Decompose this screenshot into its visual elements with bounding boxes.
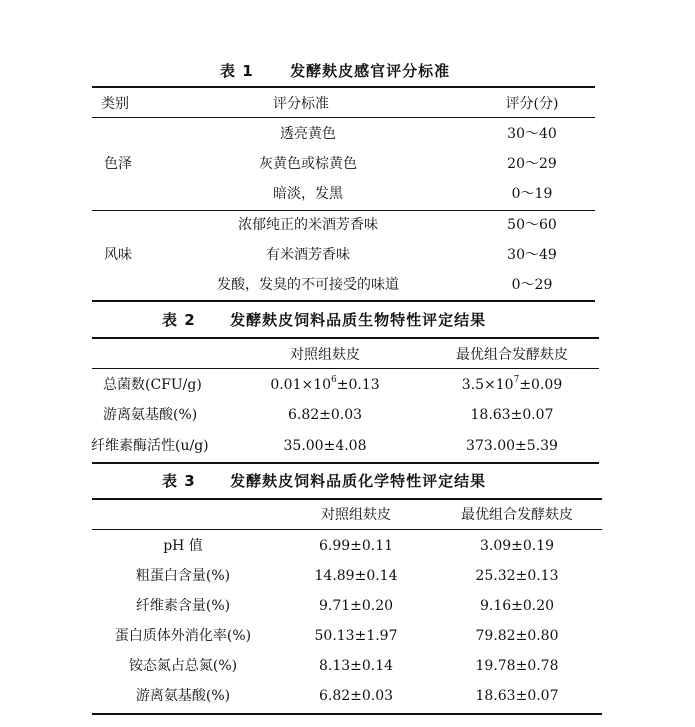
table2-header-control: 对照组麸皮 — [290, 347, 360, 363]
table3-bottom-rule — [92, 713, 602, 715]
table2-row-label: 游离氨基酸(%) — [103, 407, 198, 423]
table2-control-value: 6.82±0.03 — [287, 407, 363, 423]
table1-header-criterion: 评分标准 — [273, 96, 329, 112]
table3-header-control: 对照组麸皮 — [321, 507, 391, 523]
table3-control-value: 9.71±0.20 — [318, 598, 394, 614]
table1-caption — [220, 60, 450, 81]
table3-control-value: 14.89±0.14 — [314, 568, 398, 584]
table3-caption — [162, 470, 486, 491]
table3-optimal-value: 79.82±0.80 — [475, 628, 559, 644]
table1-bottom-rule — [92, 300, 595, 302]
table2-optimal-value: 18.63±0.07 — [470, 407, 554, 423]
table1-criterion: 透亮黄色 — [280, 126, 336, 142]
table3-row-label: 游离氨基酸(%) — [135, 688, 231, 704]
table2-optimal-value: 373.00±5.39 — [466, 438, 558, 454]
table2-top-rule — [92, 337, 599, 339]
table2-control-value: $0.01\times 10^6\pm 0.13$ — [270, 375, 380, 393]
table2-header-optimal: 最优组合发酵麸皮 — [456, 347, 568, 363]
table1-header-rule — [92, 117, 595, 118]
table1-criterion: 浓郁纯正的米酒芳香味 — [238, 217, 378, 233]
table2-caption-number: 表 2 — [162, 311, 196, 329]
table2-control-value: 35.00±4.08 — [283, 438, 367, 454]
table2-optimal-value: $3.5\times 10^7\pm 0.09$ — [461, 375, 563, 393]
table2-bottom-rule — [92, 462, 599, 464]
table2-row-label: 总菌数(CFU/g) — [103, 377, 202, 393]
table3-caption-title: 发酵麸皮饲料品质化学特性评定结果 — [230, 472, 487, 490]
table1-criterion: 暗淡，发黑 — [273, 186, 343, 202]
table3-optimal-value: 9.16±0.20 — [479, 598, 555, 614]
table1-top-rule — [92, 86, 595, 88]
table1-category-color: 色泽 — [104, 156, 132, 172]
table3-control-value: 6.82±0.03 — [318, 688, 394, 704]
table1-caption-number: 表 1 — [220, 62, 254, 80]
table1-score: 30～49 — [507, 247, 557, 263]
table1-caption-title: 发酵麸皮感官评分标准 — [290, 62, 451, 80]
table3-control-value: 8.13±0.14 — [318, 658, 394, 674]
table1-header-score: 评分(分) — [505, 96, 559, 112]
table3-optimal-value: 19.78±0.78 — [475, 658, 559, 674]
table1-score: 50～60 — [507, 217, 557, 233]
table3-control-value: 50.13±1.97 — [314, 628, 398, 644]
table1-score: 0～29 — [511, 277, 553, 293]
table3-header-optimal: 最优组合发酵麸皮 — [461, 507, 573, 523]
table2-row-label: 纤维素酶活性(u/g) — [91, 438, 209, 454]
table3-row-label: 粗蛋白含量(%) — [135, 568, 231, 584]
table3-caption-number: 表 3 — [162, 472, 196, 490]
table1-criterion: 灰黄色或棕黄色 — [259, 156, 357, 172]
table1-score: 0～19 — [511, 186, 553, 202]
table2-caption — [162, 309, 486, 330]
table3-row-label: 蛋白质体外消化率(%) — [114, 628, 252, 644]
table1-score: 20～29 — [507, 156, 557, 172]
table1-criterion: 有米酒芳香味 — [266, 247, 350, 263]
table2-header-rule — [92, 368, 599, 369]
table3-header-rule — [92, 529, 602, 530]
table3-control-value: 6.99±0.11 — [318, 538, 394, 554]
table3-optimal-value: 18.63±0.07 — [475, 688, 559, 704]
table1-category-flavor: 风味 — [104, 247, 132, 263]
table2-caption-title: 发酵麸皮饲料品质生物特性评定结果 — [230, 311, 487, 329]
table3-optimal-value: 3.09±0.19 — [479, 538, 555, 554]
table3-top-rule — [92, 498, 602, 500]
table1-score: 30～40 — [507, 126, 557, 142]
table3-row-label: pH 值 — [163, 538, 203, 554]
table1-criterion: 发酸，发臭的不可接受的味道 — [217, 277, 399, 293]
table3-optimal-value: 25.32±0.13 — [475, 568, 559, 584]
table3-row-label: 铵态氮占总氮(%) — [128, 658, 238, 674]
table1-header-category: 类别 — [101, 96, 129, 112]
table1-group-rule — [92, 210, 595, 211]
table3-row-label: 纤维素含量(%) — [135, 598, 231, 614]
